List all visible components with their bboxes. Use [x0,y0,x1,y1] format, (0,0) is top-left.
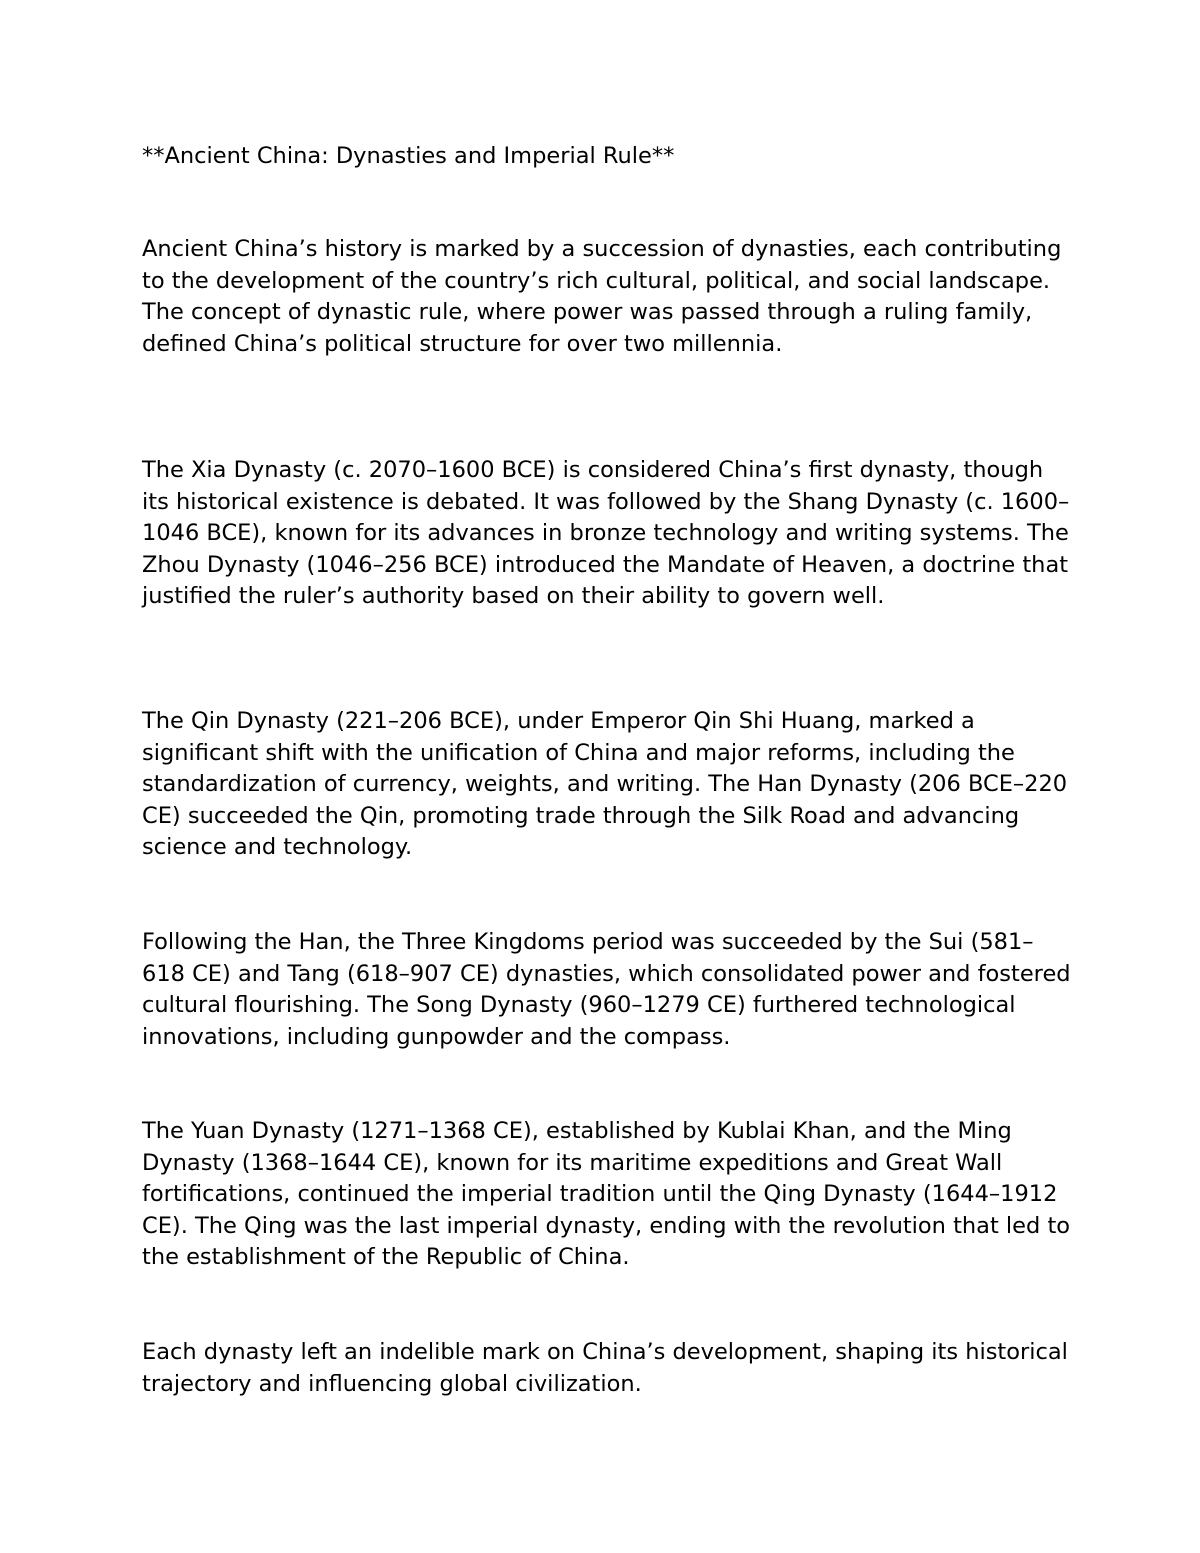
paragraph-sui-tang-song: Following the Han, the Three Kingdoms period was succeeded by the Sui (581–618 CE) and Tang (618–907 CE) dynasties, which consolidated power and fostered cultural flourishing. The Song Dynasty (960–1279 CE) furthered technological innovations, including gunpowder and the compass. [142,929,1071,1050]
paragraph-conclusion: Each dynasty left an indelible mark on China’s development, shaping its historical trajectory and influencing global civilization. [142,1339,1068,1397]
paragraph-qin-han: The Qin Dynasty (221–206 BCE), under Emperor Qin Shi Huang, marked a significant shift with the unification of China and major reforms, including the standardization of currency, weights, and writing. The Han Dynasty (206 BCE–220 CE) succeeded the Qin, promoting trade through the Silk Road and advancing science and technology. [142,708,1068,860]
paragraph-intro: Ancient China’s history is marked by a succession of dynasties, each contributing to the development of the country’s rich cultural, political, and social landscape. The concept of dynastic rule, where power was passed through a ruling family, defined China’s political structure for over two millennia. [142,236,1062,357]
paragraph-early-dynasties: The Xia Dynasty (c. 2070–1600 BCE) is considered China’s first dynasty, though its historical existence is debated. It was followed by the Shang Dynasty (c. 1600–1046 BCE), known for its advances in bronze technology and writing systems. The Zhou Dynasty (1046–256 BCE) introduced the Mandate of Heaven, a doctrine that justified the ruler’s authority based on their ability to govern well. [142,457,1070,609]
paragraph-yuan-ming-qing: The Yuan Dynasty (1271–1368 CE), established by Kublai Khan, and the Ming Dynasty (1368–1644 CE), known for its maritime expeditions and Great Wall fortifications, continued the imperial tradition until the Qing Dynasty (1644–1912 CE). The Qing was the last imperial dynasty, ending with the revolution that led to the establishment of the Republic of China. [142,1118,1071,1270]
document-title: **Ancient China: Dynasties and Imperial Rule** [142,143,675,169]
